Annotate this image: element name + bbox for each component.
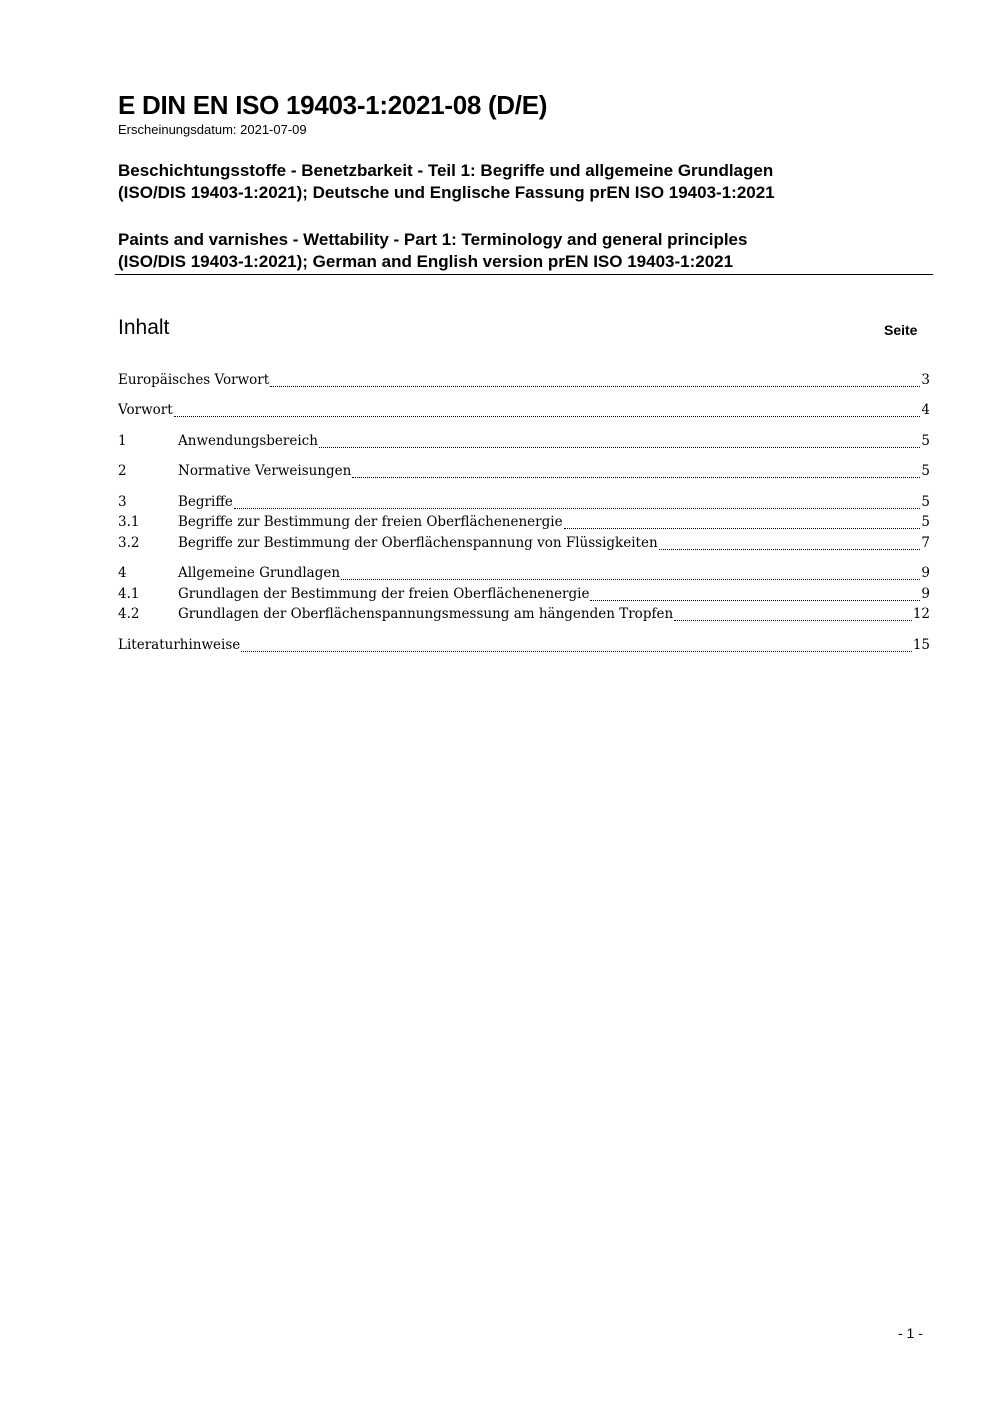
- toc-leader: [341, 578, 920, 580]
- toc-leader: [319, 446, 920, 448]
- toc-entry-title: Anwendungsbereich: [178, 433, 318, 449]
- toc-heading: Inhalt: [118, 316, 170, 339]
- toc-leader: [659, 548, 921, 550]
- toc-entry-page: 12: [912, 606, 930, 622]
- toc-entry-number: 4.2: [118, 606, 140, 622]
- publication-date: Erscheinungsdatum: 2021-07-09: [118, 122, 307, 137]
- toc-leader: [352, 476, 920, 478]
- toc-entry-page: 5: [921, 463, 930, 479]
- toc-entry-page: 9: [921, 565, 930, 581]
- toc-entry-page: 15: [912, 637, 930, 653]
- toc-entry-title: Grundlagen der Oberflächenspannungsmessung am hängenden Tropfen: [178, 606, 674, 622]
- toc-page-label: Seite: [884, 322, 918, 338]
- toc-leader: [564, 527, 921, 529]
- toc-entry[interactable]: [118, 433, 930, 453]
- toc-entry-title: Europäisches Vorwort: [118, 372, 270, 388]
- toc-entry-title: Begriffe: [178, 494, 233, 510]
- toc-entry-number: 1: [118, 433, 127, 449]
- toc-entry[interactable]: [118, 637, 930, 657]
- toc-entry-number: 3: [118, 494, 127, 510]
- toc-entry-number: 3.2: [118, 535, 140, 551]
- toc-leader: [674, 619, 912, 621]
- toc-entry[interactable]: [118, 494, 930, 514]
- title-english-line-1: Paints and varnishes - Wettability - Part 1: Terminology and general principles: [118, 230, 748, 249]
- toc-entry-number: 4.1: [118, 586, 140, 602]
- toc-entry-page: 7: [921, 535, 930, 551]
- toc-entry-page: 5: [921, 494, 930, 510]
- title-english: [118, 229, 918, 273]
- toc-entry-title: Normative Verweisungen: [178, 463, 352, 479]
- toc-entry-title: Allgemeine Grundlagen: [178, 565, 341, 581]
- toc-entry[interactable]: [118, 372, 930, 392]
- toc-leader: [174, 415, 921, 417]
- title-german-line-2: (ISO/DIS 19403-1:2021); Deutsche und Englische Fassung prEN ISO 19403-1:2021: [118, 183, 775, 202]
- toc-entry-number: 2: [118, 463, 127, 479]
- toc-entry-number: 3.1: [118, 514, 140, 530]
- toc-entry-number: 4: [118, 565, 127, 581]
- toc-entry[interactable]: [118, 463, 930, 483]
- header-divider: [115, 274, 933, 275]
- toc-entry[interactable]: [118, 514, 930, 534]
- toc-leader: [590, 599, 920, 601]
- toc-entry-title: Literaturhinweise: [118, 637, 241, 653]
- toc-entry-page: 5: [921, 433, 930, 449]
- toc-entry-title: Begriffe zur Bestimmung der Oberflächenspannung von Flüssigkeiten: [178, 535, 658, 551]
- document-id: E DIN EN ISO 19403-1:2021-08 (D/E): [118, 90, 548, 120]
- toc-entry-title: Begriffe zur Bestimmung der freien Oberflächenenergie: [178, 514, 563, 530]
- toc-entry-page: 5: [921, 514, 930, 530]
- toc-entry[interactable]: [118, 586, 930, 606]
- toc-entry-page: 4: [921, 402, 930, 418]
- toc-entry-title: Vorwort: [118, 402, 173, 418]
- toc-entry[interactable]: [118, 565, 930, 585]
- title-german-line-1: Beschichtungsstoffe - Benetzbarkeit - Teil 1: Begriffe und allgemeine Grundlagen: [118, 161, 774, 180]
- toc-entry-title: Grundlagen der Bestimmung der freien Oberflächenenergie: [178, 586, 590, 602]
- toc-leader: [234, 507, 921, 509]
- title-german: [118, 160, 918, 204]
- toc-leader: [241, 650, 912, 652]
- page-number: - 1 -: [898, 1325, 923, 1341]
- toc-leader: [270, 385, 920, 387]
- toc-entry-page: 9: [921, 586, 930, 602]
- toc-entry-page: 3: [921, 372, 930, 388]
- toc-entry[interactable]: [118, 402, 930, 422]
- toc-entry[interactable]: [118, 606, 930, 626]
- title-english-line-2: (ISO/DIS 19403-1:2021); German and English version prEN ISO 19403-1:2021: [118, 252, 734, 271]
- toc-entry[interactable]: [118, 535, 930, 555]
